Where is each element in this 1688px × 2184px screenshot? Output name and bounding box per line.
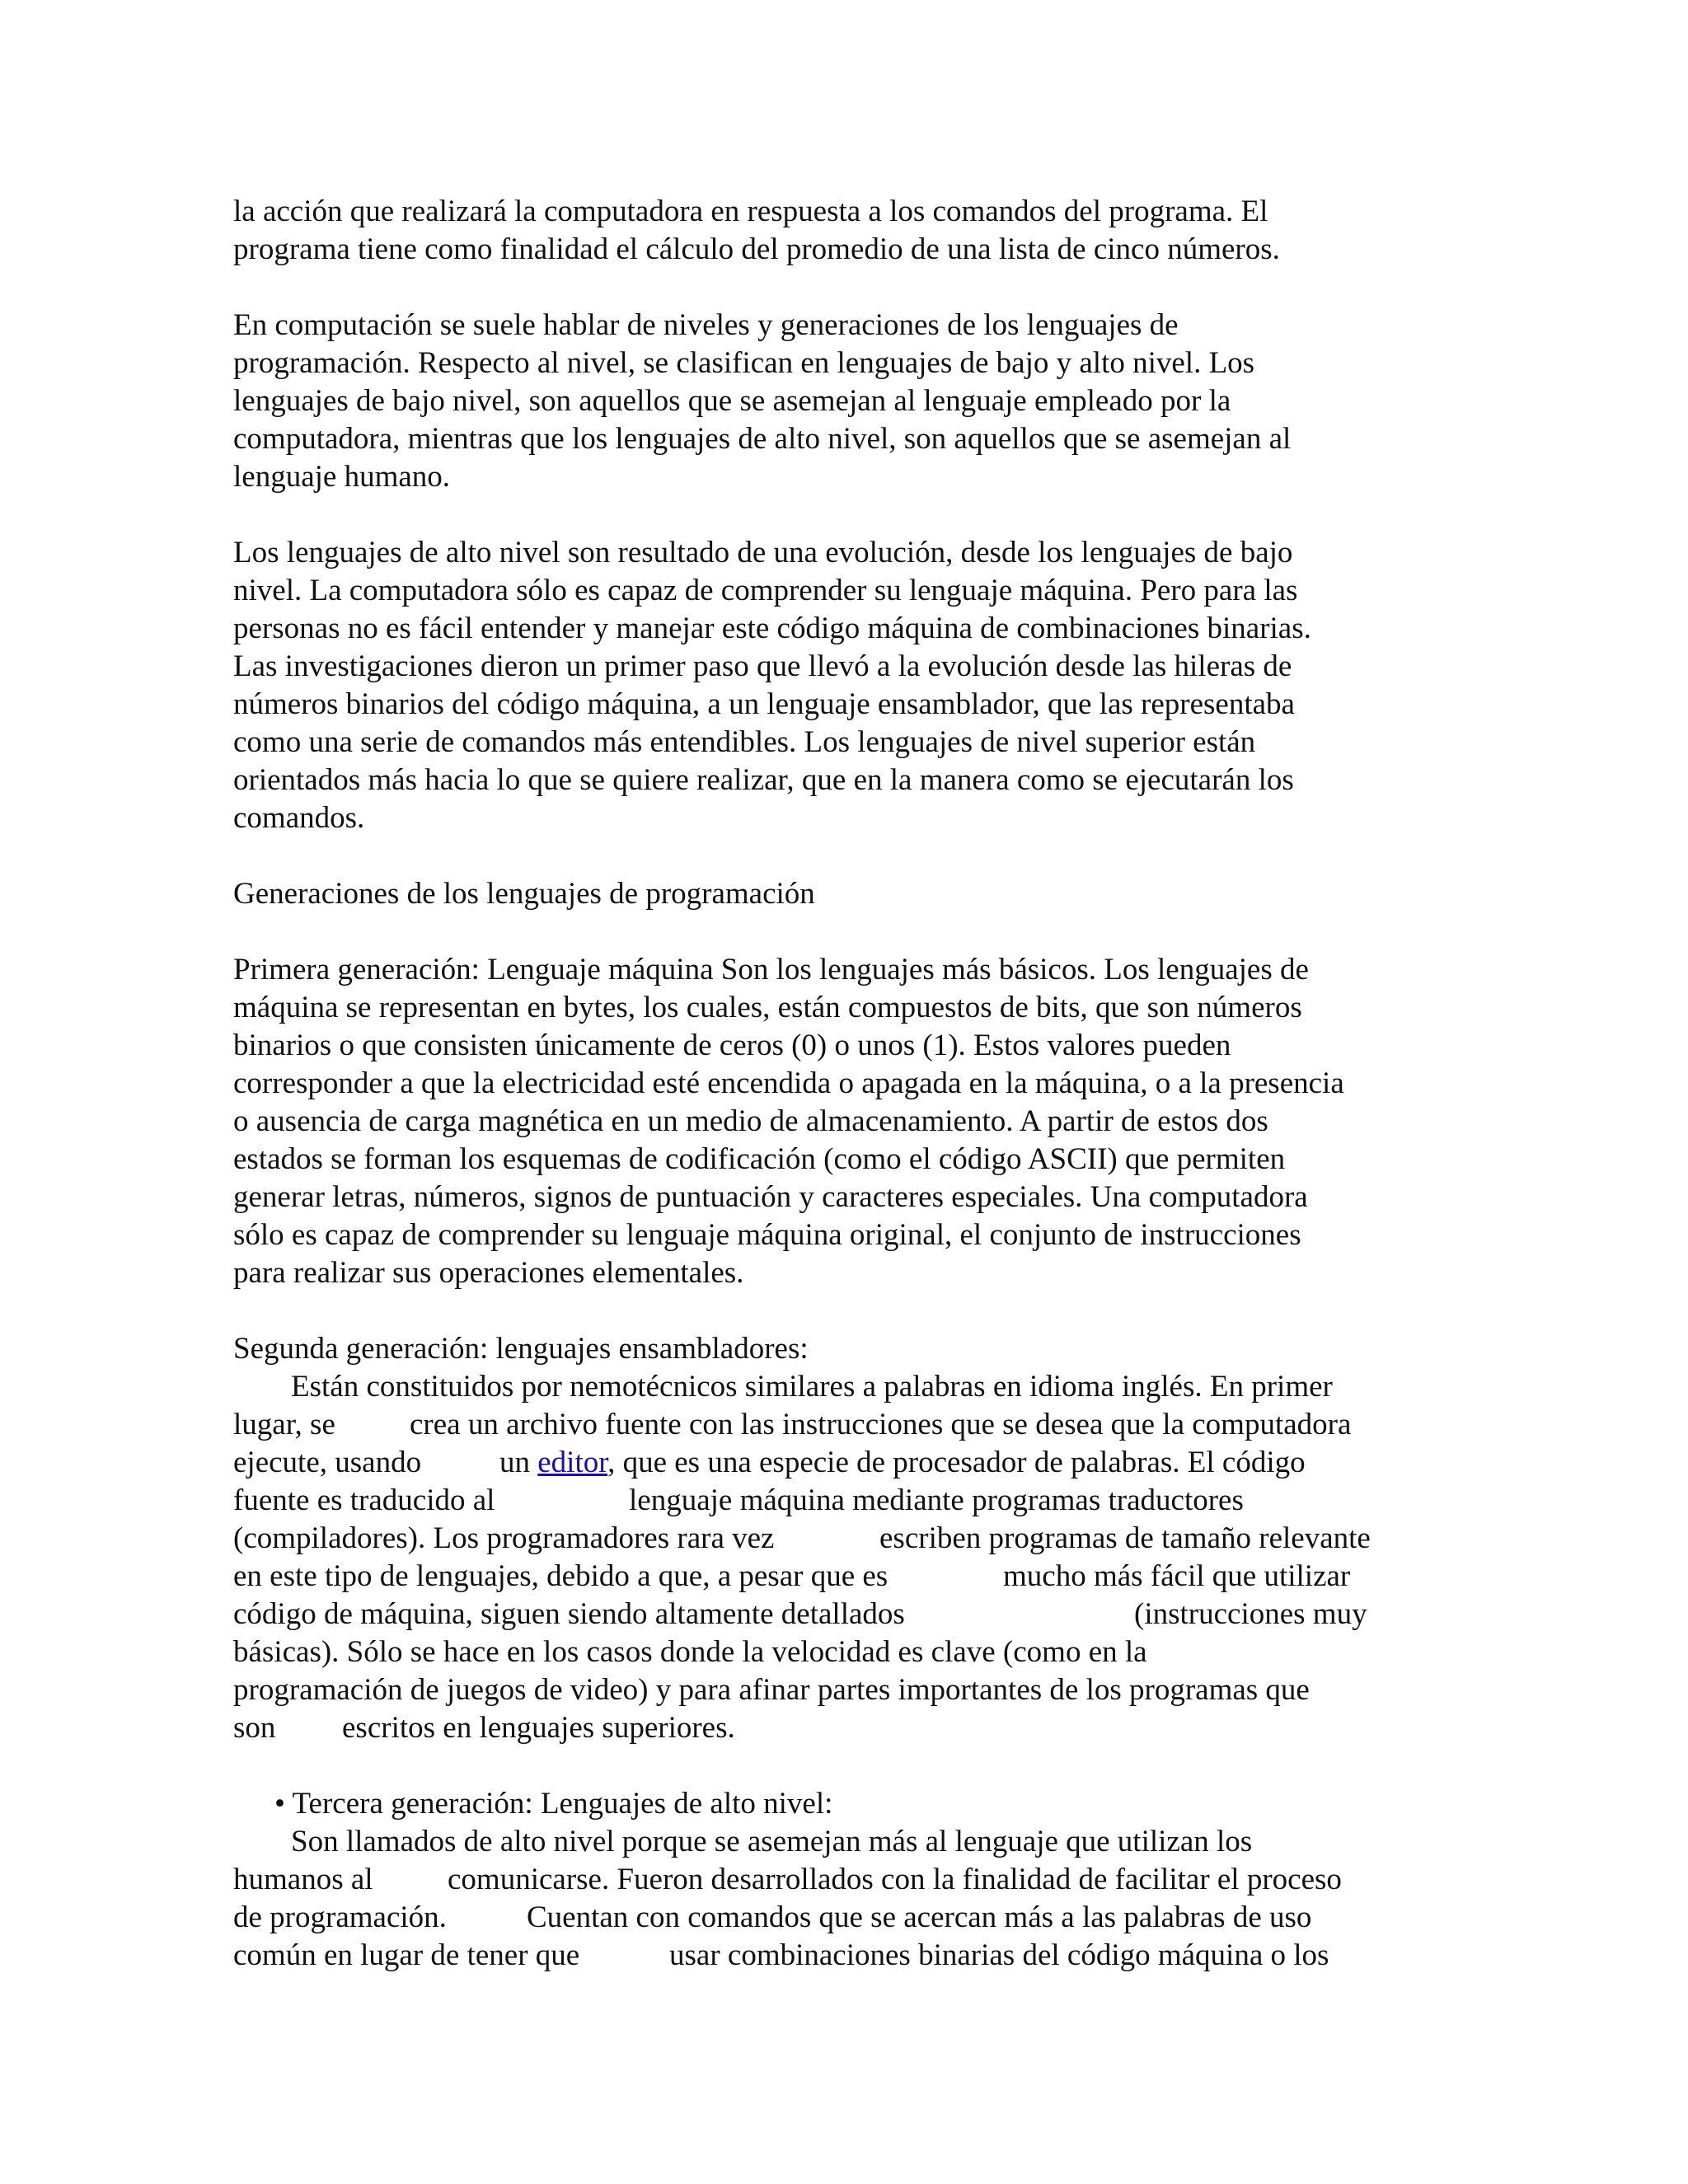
text-line: Las investigaciones dieron un primer paso que llevó a la evolución desde las hileras de — [233, 649, 1292, 683]
text-line: lugar, se — [233, 1408, 335, 1441]
text-line: usar combinaciones binarias del código máquina o los — [669, 1938, 1329, 1972]
text-line: lenguaje humano. — [233, 460, 451, 494]
text-line: estados se forman los esquemas de codificación (como el código ASCII) que permiten — [233, 1142, 1286, 1176]
editor-link[interactable]: editor — [537, 1446, 608, 1479]
list-item: • Tercera generación: Lenguajes de alto nivel: — [274, 1787, 833, 1821]
text-segment: un — [499, 1446, 538, 1479]
text-line: comandos. — [233, 801, 365, 835]
text-line: humanos al — [233, 1863, 373, 1896]
text-line: fuente es traducido al — [233, 1483, 495, 1517]
text-line: crea un archivo fuente con las instrucciones que se desea que la computadora — [410, 1408, 1352, 1441]
text-line: Cuentan con comandos que se acercan más a las palabras de uso — [527, 1900, 1312, 1934]
text-line: o ausencia de carga magnética en un medio de almacenamiento. A partir de estos dos — [233, 1104, 1268, 1138]
text-line: sólo es capaz de comprender su lenguaje máquina original, el conjunto de instrucciones — [233, 1218, 1301, 1252]
text-line: binarios o que consisten únicamente de ceros (0) o unos (1). Estos valores pueden — [233, 1029, 1231, 1062]
text-line: Los lenguajes de alto nivel son resultado de una evolución, desde los lenguajes de bajo — [233, 536, 1293, 569]
section-heading: Generaciones de los lenguajes de programación — [233, 877, 815, 911]
text-line: Primera generación: Lenguaje máquina Son los lenguajes más básicos. Los lenguajes de — [233, 953, 1309, 987]
text-line: En computación se suele hablar de niveles y generaciones de los lenguajes de — [233, 308, 1179, 342]
text-line: (compiladores). Los programadores rara vez — [233, 1521, 775, 1555]
text-line: programa tiene como finalidad el cálculo del promedio de una lista de cinco números. — [233, 232, 1280, 266]
text-line: ejecute, usando — [233, 1446, 422, 1479]
text-line: programación de juegos de video) y para afinar partes importantes de los programas que — [233, 1673, 1310, 1707]
text-line: de programación. — [233, 1900, 447, 1934]
text-line: orientados más hacia lo que se quiere realizar, que en la manera como se ejecutarán los — [233, 763, 1294, 797]
text-line: escriben programas de tamaño relevante — [879, 1521, 1371, 1555]
text-line: escritos en lenguajes superiores. — [342, 1711, 735, 1745]
text-line: máquina se representan en bytes, los cuales, están compuestos de bits, que son números — [233, 991, 1302, 1024]
text-line: básicas). Sólo se hace en los casos donde la velocidad es clave (como en la — [233, 1635, 1147, 1669]
text-line: programación. Respecto al nivel, se clasifican en lenguajes de bajo y alto nivel. Los — [233, 346, 1255, 380]
text-line: para realizar sus operaciones elementales. — [233, 1256, 744, 1290]
text-line: comunicarse. Fueron desarrollados con la finalidad de facilitar el proceso — [448, 1863, 1342, 1896]
text-line: común en lugar de tener que — [233, 1938, 580, 1972]
text-line: Están constituidos por nemotécnicos similares a palabras en idioma inglés. En primer — [291, 1370, 1333, 1404]
text-segment: , que es una especie de procesador de palabras. El código — [607, 1446, 1306, 1479]
text-line: son — [233, 1711, 276, 1745]
text-line: nivel. La computadora sólo es capaz de comprender su lenguaje máquina. Pero para las — [233, 574, 1298, 607]
text-line: números binarios del código máquina, a un lenguaje ensamblador, que las representaba — [233, 687, 1295, 721]
text-line: como una serie de comandos más entendibles. Los lenguajes de nivel superior están — [233, 725, 1256, 759]
text-line: Son llamados de alto nivel porque se asemejan más al lenguaje que utilizan los — [291, 1825, 1253, 1858]
text-line — [499, 1444, 1306, 1482]
text-line: Segunda generación: lenguajes ensambladores: — [233, 1332, 809, 1366]
text-line: generar letras, números, signos de puntuación y caracteres especiales. Una computadora — [233, 1180, 1308, 1214]
text-line: lenguaje máquina mediante programas traductores — [629, 1483, 1244, 1517]
text-line: corresponder a que la electricidad esté encendida o apagada en la máquina, o a la presencia — [233, 1066, 1344, 1100]
text-line: personas no es fácil entender y manejar este código máquina de combinaciones binarias. — [233, 612, 1311, 645]
text-line: computadora, mientras que los lenguajes de alto nivel, son aquellos que se asemejan al — [233, 422, 1292, 456]
text-line: mucho más fácil que utilizar — [1003, 1559, 1351, 1593]
text-line: (instrucciones muy — [1134, 1597, 1367, 1631]
text-line: lenguajes de bajo nivel, son aquellos que se asemejan al lenguaje empleado por la — [233, 384, 1231, 418]
text-line: la acción que realizará la computadora en respuesta a los comandos del programa. El — [233, 194, 1268, 228]
text-line: en este tipo de lenguajes, debido a que, a pesar que es — [233, 1559, 889, 1593]
text-line: código de máquina, siguen siendo altamente detallados — [233, 1597, 905, 1631]
